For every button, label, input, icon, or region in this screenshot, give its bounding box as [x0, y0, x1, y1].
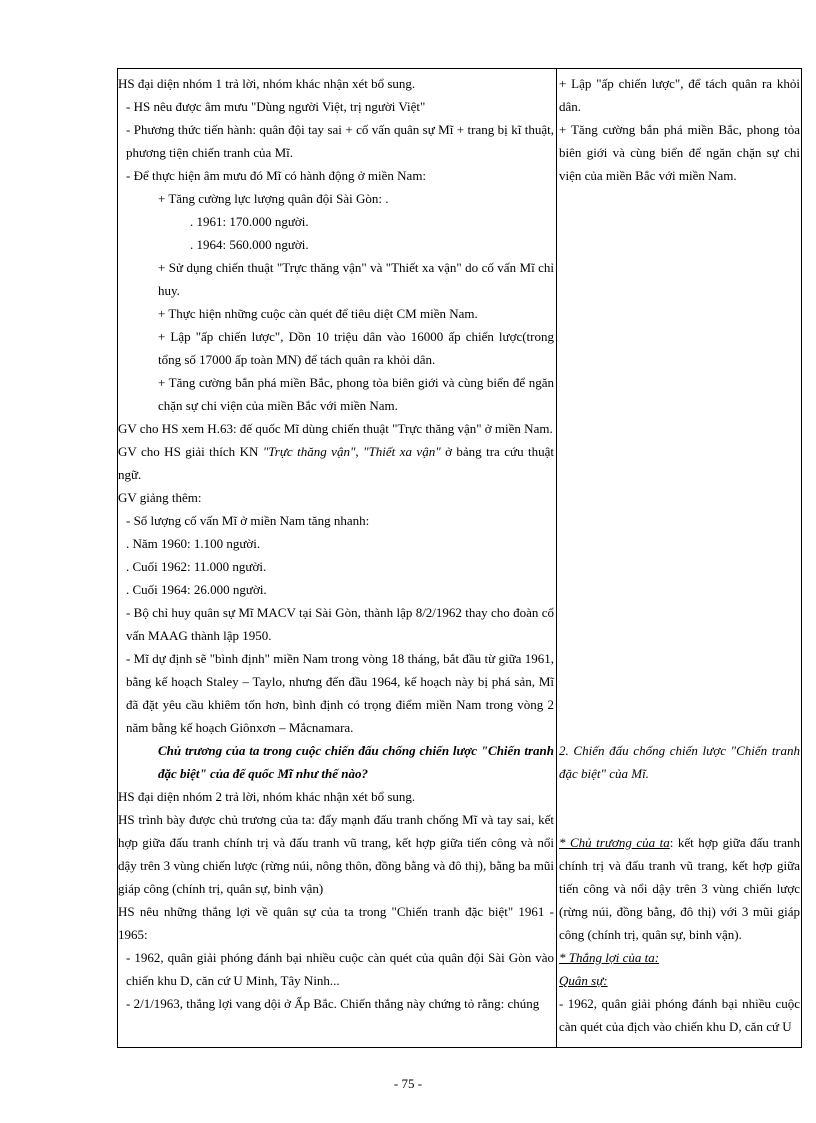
- paragraph: - Để thực hiện âm mưu đó Mĩ có hành động ở miền Nam:: [126, 168, 427, 183]
- paragraph: GV cho HS xem H.63: đế quốc Mĩ dùng chiến thuật "Trực thăng vận" ở miền Nam.: [118, 421, 553, 436]
- paragraph: HS trình bày được chủ trương của ta: đẩy mạnh đấu tranh chống Mĩ và tay sai, kết hợp giữa đấu tranh chính trị và đấu tranh vũ trang, kết hợp giữa tiến công và nổi dậy trên 3 vùng chiến lược (rừng núi, nông thôn, đồng bằng và đô thị), bằng ba mũi giáp công (chính trị, quân sự, binh vận): [118, 812, 554, 896]
- label-underlined: * Thắng lợi của ta:: [559, 950, 660, 965]
- left-column: [118, 72, 554, 1015]
- paragraph: - Bộ chỉ huy quân sự Mĩ MACV tại Sài Gòn, thành lập 8/2/1962 thay cho đoàn cố vấn MAAG thành lập 1950.: [126, 605, 554, 643]
- question-heading: Chủ trương của ta trong cuộc chiến đấu chống chiến lược "Chiến tranh đặc biệt" của đế quốc Mĩ như thế nào?: [158, 743, 554, 781]
- label-underlined: * Chủ trương của ta: [559, 835, 670, 850]
- paragraph: HS đại diện nhóm 2 trả lời, nhóm khác nhận xét bổ sung.: [118, 789, 416, 804]
- paragraph: [118, 440, 554, 486]
- paragraph: HS đại diện nhóm 1 trả lời, nhóm khác nhận xét bổ sung.: [118, 76, 416, 91]
- paragraph: - 1962, quân giải phóng đánh bại nhiều cuộc càn quét của địch vào chiến khu D, căn cứ U: [559, 996, 800, 1034]
- paragraph: [559, 831, 800, 946]
- text: GV cho HS giải thích KN: [118, 444, 263, 459]
- text: : kết hợp giữa đấu tranh chính trị và đấu tranh vũ trang, kết hợp giữa tiến công và nổi dậy trên 3 vùng chiến lược (rừng núi, đồng bằng, đô thị) với 3 mũi giáp công (chính trị, quân sự, binh vận).: [559, 835, 800, 942]
- paragraph: + Tăng cường bắn phá miền Bắc, phong tỏa biên giới và cùng biển để ngăn chặn sự chi viện của miền Bắc với miền Nam.: [559, 122, 800, 183]
- term-italic: "Thiết xa vận": [363, 444, 441, 459]
- paragraph: - Phương thức tiến hành: quân đội tay sai + cố vấn quân sự Mĩ + trang bị kĩ thuật, phương tiện chiến tranh của Mĩ.: [126, 122, 554, 160]
- paragraph: . Năm 1960: 1.100 người.: [126, 536, 261, 551]
- term-italic: "Trực thăng vận": [262, 444, 356, 459]
- paragraph: + Lập "ấp chiến lược", Dồn 10 triệu dân vào 16000 ấp chiến lược(trong tổng số 17000 ấp toàn MN) để tách quân ra khỏi dân.: [158, 329, 554, 367]
- paragraph: - HS nêu được âm mưu "Dùng người Việt, trị người Việt": [126, 99, 426, 114]
- text: ,: [355, 444, 364, 459]
- page-number: - 75 -: [393, 1076, 423, 1091]
- paragraph: + Sử dụng chiến thuật "Trực thăng vận" và "Thiết xa vận" do cố vấn Mĩ chỉ huy.: [158, 260, 554, 298]
- paragraph: HS nêu những thắng lợi về quân sự của ta trong "Chiến tranh đặc biệt" 1961 - 1965:: [118, 904, 554, 942]
- paragraph: . 1961: 170.000 người.: [190, 214, 309, 229]
- paragraph: [559, 946, 800, 969]
- paragraph: - Mĩ dự định sẽ "bình định" miền Nam trong vòng 18 tháng, bắt đầu từ giữa 1961, bằng kế hoạch Staley – Taylo, nhưng đến đầu 1964, kế hoạch này bị phá sản, Mĩ đã đặt yêu cầu khiêm tốn hơn, bình định có trọng điểm miền Nam trong vòng 2 năm bằng kế hoạch Giônxơn – Mắcnamara.: [126, 651, 554, 735]
- paragraph: GV giảng thêm:: [118, 490, 202, 505]
- spacer: [559, 187, 800, 739]
- paragraph: - 2/1/1963, thắng lợi vang dội ở Ấp Bắc. Chiến thắng này chứng tỏ rằng: chúng: [126, 996, 540, 1011]
- paragraph: + Thực hiện những cuộc càn quét để tiêu diệt CM miền Nam.: [158, 306, 478, 321]
- paragraph: - Số lượng cố vấn Mĩ ở miền Nam tăng nhanh:: [126, 513, 370, 528]
- paragraph: + Tăng cường lực lượng quân đội Sài Gòn: .: [158, 191, 389, 206]
- text: ở bảng tra cứu thuật ngữ.: [118, 444, 555, 482]
- label-underlined: Quân sự:: [559, 973, 608, 988]
- spacer: [559, 785, 800, 831]
- paragraph: + Tăng cường bắn phá miền Bắc, phong tỏa biên giới và cùng biển để ngăn chặn sự chi viện của miền Bắc với miền Nam.: [158, 375, 554, 413]
- paragraph: + Lập "ấp chiến lược", để tách quân ra khỏi dân.: [559, 76, 800, 114]
- right-column: [559, 72, 800, 1038]
- paragraph: . Cuối 1964: 26.000 người.: [126, 582, 267, 597]
- section-heading: 2. Chiến đấu chống chiến lược "Chiến tranh đặc biệt" của Mĩ.: [559, 743, 800, 781]
- paragraph: - 1962, quân giải phóng đánh bại nhiều cuộc càn quét của quân đội Sài Gòn vào chiến khu D, căn cứ U Minh, Tây Ninh...: [126, 950, 554, 988]
- column-divider: [556, 68, 557, 1048]
- paragraph: . Cuối 1962: 11.000 người.: [126, 559, 267, 574]
- paragraph: . 1964: 560.000 người.: [190, 237, 309, 252]
- paragraph: [559, 969, 800, 992]
